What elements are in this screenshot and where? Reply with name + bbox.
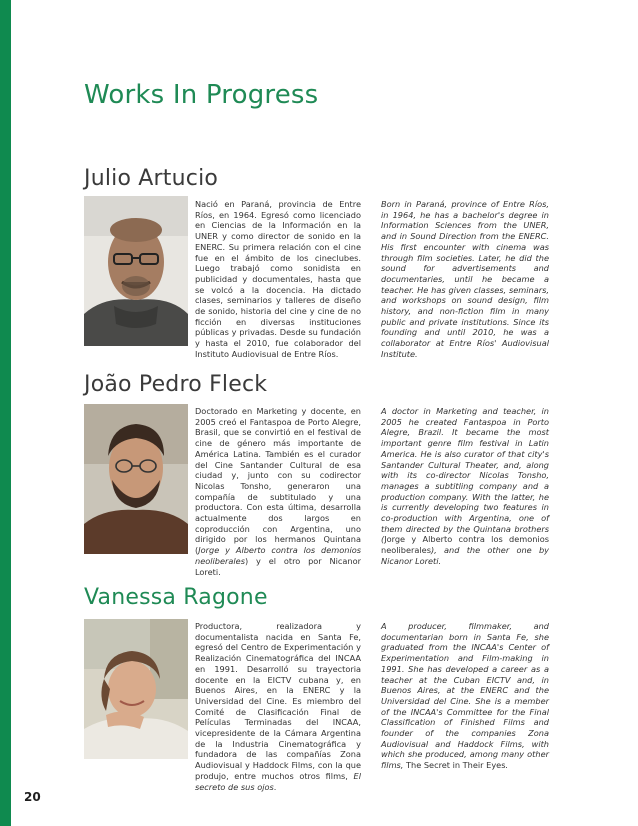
bio-en-julio-artucio: Born in Paraná, province of Entre Ríos, in 1964, he has a bachelor's degree in Information Sciences from the UNER, and in Sound Direction from the ENERC. His first encounter with cinema was through film societies. Later, he did the sound for advertisements and documentaries, until he became a teacher. He has given classes, seminars, and workshops on sound design, film history, and non-fiction film in many public and private institutions. Since its founding and until 2010, he was a collaborator at Entre Ríos' Audiovisual Institute. [381, 199, 549, 359]
profile-name-vanessa-ragone: Vanessa Ragone [84, 585, 268, 610]
portrait-photo-julio-artucio [84, 196, 188, 346]
portrait-photo-vanessa-ragone [84, 619, 188, 759]
bio-en-joao-pedro-fleck: A doctor in Marketing and teacher, in 2005 he created Fantaspoa in Porto Alegre, Brazil. It became the most important genre film festival in Latin America. He is also curator of that city's Santander Cultural Theater, and, along with its co-director Nicolas Tonsho, manages a subtitling company and a production company. With the latter, he is currently developing two features in co-production with Argentina, one of them directed by the Quintana brothers (Jorge y Alberto contra los demonios neoliberales), and the other one by Nicanor Loreti. [381, 406, 549, 566]
bio-es-julio-artucio: Nació en Paraná, provincia de Entre Ríos, en 1964. Egresó como licenciado en Ciencias de la Información en la UNER y como director de sonido en la ENERC. Su primera relación con el cine fue en el ámbito de los cineclubes. Luego trabajó como sonidista en publicidad y documentales, hasta que se volcó a la docencia. Ha dictado clases, seminarios y talleres de diseño de sonido, historia del cine y cine de no ficción en diversas instituciones públicas y privadas. Desde su fundación y hasta el 2010, fue colaborador del Instituto Audiovisual de Entre Ríos. [195, 199, 361, 359]
bio-en-vanessa-ragone: A producer, filmmaker, and documentarian born in Santa Fe, she graduated from the INCAA's Center of Experimentation and Film-making in 1991. She has developed a career as a teacher at the Cuban EICTV and, in Buenos Aires, at the ENERC and the Universidad del Cine. She is a member of the INCAA's Committee for the Final Classification of Finished Films and founder of the companies Zona Audiovisual and Haddock Films, with which she produced, among many other films, The Secret in Their Eyes. [381, 621, 549, 771]
bio-es-joao-pedro-fleck: Doctorado en Marketing y docente, en 2005 creó el Fantaspoa de Porto Alegre, Brasil, que se convirtió en el festival de cine de género más importante de América Latina. También es el curador del Cine Santander Cultural de esa ciudad y, junto con su codirector Nicolas Tonsho, generaron una compañía de subtitulado y una productora. Con esta última, desarrolla actualmente dos largos en coproducción con Argentina, uno dirigido por los hermanos Quintana (Jorge y Alberto contra los demonios neoliberales) y el otro por Nicanor Loreti. [195, 406, 361, 577]
page-number: 20 [24, 790, 41, 804]
green-edge-bar [0, 0, 11, 826]
profile-name-julio-artucio: Julio Artucio [84, 166, 219, 191]
section-title: Works In Progress [84, 80, 319, 110]
bio-es-vanessa-ragone: Productora, realizadora y documentalista nacida en Santa Fe, egresó del Centro de Experimentación y Realización Cinematográfica del INCAA en 1991. Desarrolló su trayectoria docente en la EICTV cubana y, en Buenos Aires, en la ENERC y la Universidad del Cine. Es miembro del Comité de Clasificación Final de Películas Terminadas del INCAA, vicepresidente de la Cámara Argentina de la Industria Cinematográfica y fundadora de las compañías Zona Audiovisual y Haddock Films, con la que produjo, entre muchos otros films, El secreto de sus ojos. [195, 621, 361, 792]
profile-name-joao-pedro-fleck: João Pedro Fleck [84, 372, 268, 397]
portrait-photo-joao-pedro-fleck [84, 404, 188, 554]
